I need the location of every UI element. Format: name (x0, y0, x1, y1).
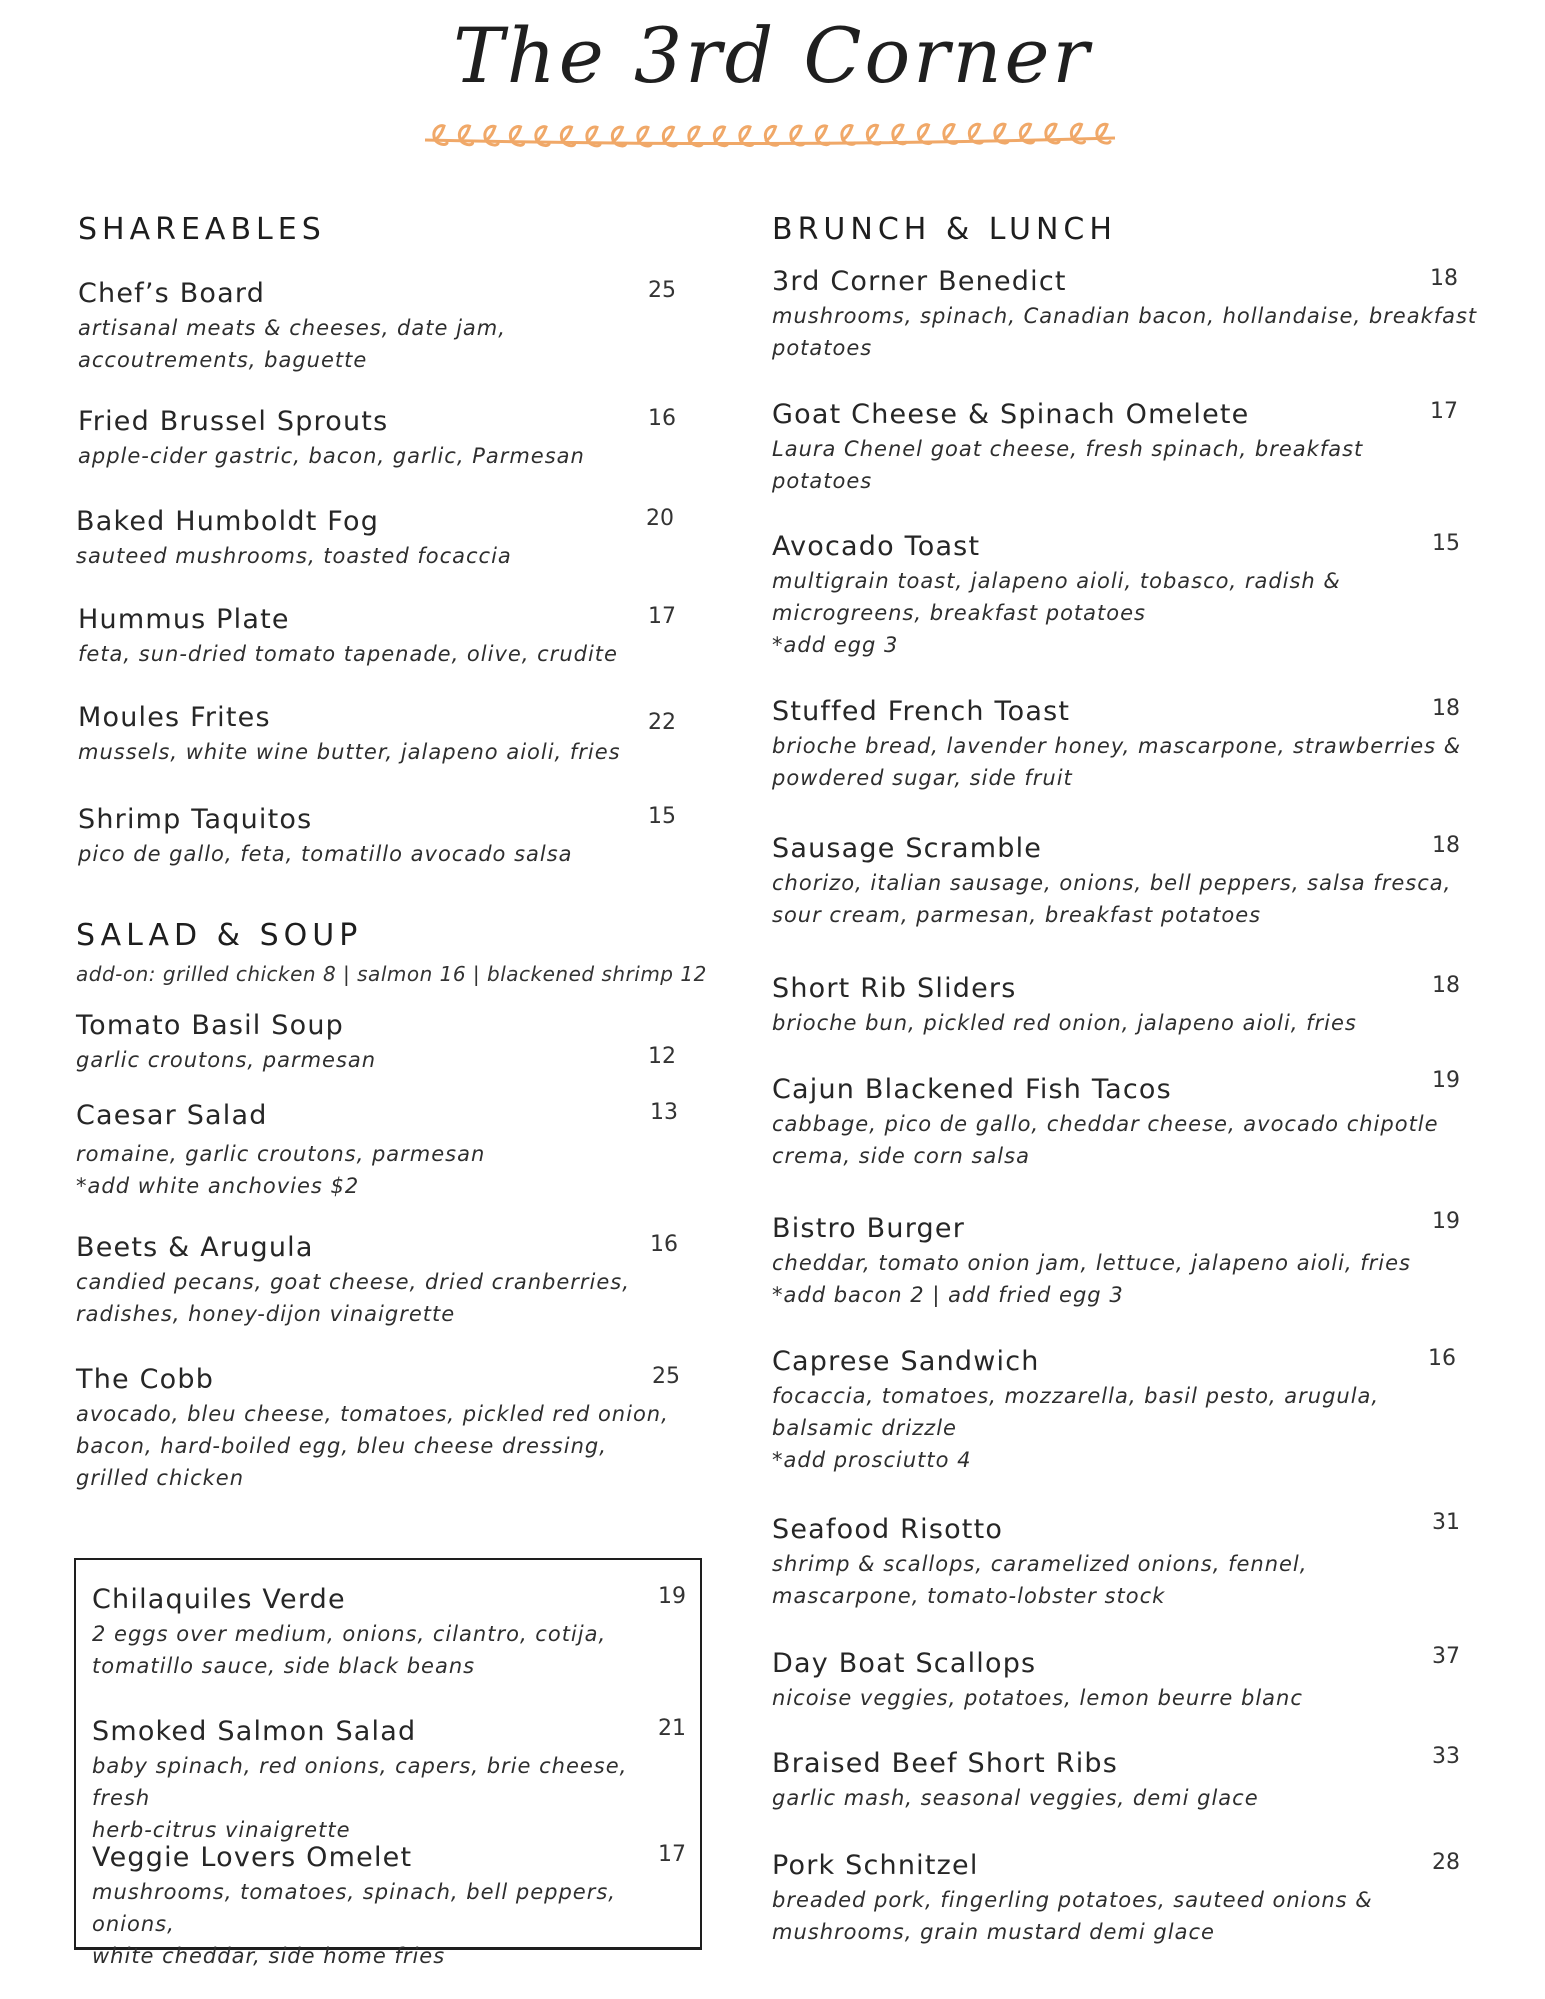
item-name: Caesar Salad (76, 1100, 268, 1131)
menu-item (772, 1512, 1478, 1612)
item-desc: bacon, hard-boiled egg, bleu cheese dressing, (76, 1434, 607, 1458)
item-desc: chorizo, italian sausage, onions, bell peppers, salsa fresca, (772, 871, 1452, 895)
menu-item (78, 404, 690, 472)
item-desc: potatoes (772, 336, 873, 360)
menu-item (772, 1646, 1478, 1714)
section-title-brunch-lunch: BRUNCH & LUNCH (772, 212, 1117, 247)
item-desc: brioche bun, pickled red onion, jalapeno aioli, fries (772, 1011, 1357, 1035)
item-price: 13 (650, 1100, 678, 1125)
menu-item (772, 694, 1478, 794)
item-desc: candied pecans, goat cheese, dried cranberries, (76, 1270, 630, 1294)
item-desc: sauteed mushrooms, toasted focaccia (76, 544, 512, 568)
menu-item (772, 1848, 1478, 1948)
item-desc: grilled chicken (76, 1466, 245, 1490)
menu-item (78, 602, 690, 670)
item-desc: mushrooms, grain mustard demi glace (772, 1920, 1215, 1944)
item-name: Beets & Arugula (76, 1232, 314, 1263)
item-desc: garlic mash, seasonal veggies, demi glace (772, 1786, 1259, 1810)
item-name: Tomato Basil Soup (76, 1010, 344, 1041)
menu-item (76, 1098, 690, 1202)
item-desc: nicoise veggies, potatoes, lemon beurre blanc (772, 1686, 1303, 1710)
item-desc: *add white anchovies $2 (76, 1174, 360, 1198)
item-name: Seafood Risotto (772, 1514, 1004, 1545)
item-desc: *add bacon 2 | add fried egg 3 (772, 1283, 1124, 1307)
item-desc: accoutrements, baguette (78, 348, 368, 372)
menu-item (772, 1211, 1478, 1311)
item-name: 3rd Corner Benedict (772, 266, 1067, 297)
item-name: The Cobb (76, 1364, 215, 1395)
item-desc: herb-citrus vinaigrette (92, 1818, 351, 1842)
item-desc: mushrooms, spinach, Canadian bacon, hollandaise, breakfast (772, 304, 1478, 328)
item-price: 12 (648, 1044, 676, 1069)
menu-item (76, 1362, 690, 1494)
specials-box (74, 1558, 702, 1968)
menu-item (772, 1068, 1478, 1172)
vine-ornament-icon (420, 118, 1120, 158)
item-desc: 2 eggs over medium, onions, cilantro, cotija, (92, 1622, 607, 1646)
item-price: 22 (648, 710, 676, 735)
menu-item (772, 971, 1478, 1039)
item-price: 33 (1432, 1744, 1460, 1769)
menu-item (76, 1008, 690, 1076)
item-desc: shrimp & scallops, caramelized onions, fennel, (772, 1552, 1308, 1576)
item-desc: *add egg 3 (772, 633, 899, 657)
item-name: Smoked Salmon Salad (92, 1716, 417, 1747)
addon-note: add-on: grilled chicken 8 | salmon 16 | blackened shrimp 12 (76, 962, 707, 986)
item-price: 19 (658, 1584, 686, 1609)
item-name: Veggie Lovers Omelet (92, 1842, 413, 1873)
menu-item (78, 700, 690, 768)
item-price: 18 (1432, 973, 1460, 998)
item-name: Goat Cheese & Spinach Omelete (772, 399, 1250, 430)
item-name: Cajun Blackened Fish Tacos (772, 1074, 1172, 1105)
item-desc: microgreens, breakfast potatoes (772, 601, 1146, 625)
vine-leaf-icon (1097, 124, 1110, 143)
item-price: 37 (1432, 1644, 1460, 1669)
item-desc: pico de gallo, feta, tomatillo avocado salsa (78, 842, 573, 866)
item-price: 21 (658, 1716, 686, 1741)
item-name: Chilaquiles Verde (92, 1584, 346, 1615)
item-name: Short Rib Sliders (772, 973, 1017, 1004)
item-name: Shrimp Taquitos (78, 804, 313, 835)
menu-item (92, 1840, 684, 1972)
item-desc: mascarpone, tomato-lobster stock (772, 1584, 1166, 1608)
item-desc: romaine, garlic croutons, parmesan (76, 1142, 486, 1166)
item-desc: artisanal meats & cheeses, date jam, (78, 316, 506, 340)
item-price: 18 (1430, 266, 1458, 291)
item-price: 19 (1432, 1209, 1460, 1234)
menu-item (92, 1714, 684, 1846)
item-desc: mushrooms, tomatoes, spinach, bell peppers, onions, (92, 1880, 616, 1936)
menu-item (772, 1746, 1478, 1814)
item-price: 28 (1432, 1850, 1460, 1875)
item-desc: balsamic drizzle (772, 1416, 957, 1440)
item-desc: baby spinach, red onions, capers, brie cheese, fresh (92, 1754, 628, 1810)
item-name: Braised Beef Short Ribs (772, 1748, 1119, 1779)
item-name: Day Boat Scallops (772, 1648, 1037, 1679)
menu-item (78, 802, 690, 870)
item-price: 31 (1432, 1510, 1460, 1535)
item-price: 25 (648, 278, 676, 303)
menu-item (772, 264, 1478, 364)
vine-leaf-icon (867, 125, 880, 144)
item-name: Baked Humboldt Fog (76, 506, 380, 537)
menu-header (0, 0, 1545, 170)
item-price: 18 (1432, 696, 1460, 721)
item-desc: garlic croutons, parmesan (76, 1048, 377, 1072)
item-price: 16 (648, 406, 676, 431)
item-desc: feta, sun-dried tomato tapenade, olive, crudite (78, 642, 618, 666)
item-desc: focaccia, tomatoes, mozzarella, basil pesto, arugula, (772, 1384, 1380, 1408)
item-desc: crema, side corn salsa (772, 1144, 1030, 1168)
item-desc: mussels, white wine butter, jalapeno aioli, fries (78, 740, 621, 764)
item-name: Chef’s Board (78, 278, 266, 309)
item-name: Avocado Toast (772, 531, 981, 562)
item-name: Moules Frites (78, 702, 271, 733)
item-desc: white cheddar, side home fries (92, 1944, 446, 1968)
menu-item (76, 504, 690, 572)
menu-item (772, 831, 1478, 931)
menu-item (772, 529, 1478, 661)
item-desc: potatoes (772, 469, 873, 493)
item-desc: sour cream, parmesan, breakfast potatoes (772, 903, 1262, 927)
item-desc: brioche bread, lavender honey, mascarpone, strawberries & (772, 734, 1462, 758)
section-title-salad-soup: SALAD & SOUP (76, 918, 363, 953)
item-desc: *add prosciutto 4 (772, 1448, 972, 1472)
item-desc: cheddar, tomato onion jam, lettuce, jalapeno aioli, fries (772, 1251, 1411, 1275)
item-price: 17 (658, 1842, 686, 1867)
item-price: 15 (1432, 531, 1460, 556)
item-desc: breaded pork, fingerling potatoes, sauteed onions & (772, 1888, 1373, 1912)
section-title-shareables: SHAREABLES (78, 212, 326, 247)
menu-item (92, 1582, 684, 1682)
item-desc: multigrain toast, jalapeno aioli, tobasco, radish & (772, 569, 1341, 593)
item-desc: cabbage, pico de gallo, cheddar cheese, avocado chipotle (772, 1112, 1439, 1136)
item-name: Hummus Plate (78, 604, 290, 635)
item-name: Caprese Sandwich (772, 1346, 1040, 1377)
item-price: 20 (646, 506, 674, 531)
item-price: 17 (1430, 399, 1458, 424)
menu-item (76, 1230, 690, 1330)
item-desc: powdered sugar, side fruit (772, 766, 1073, 790)
item-desc: avocado, bleu cheese, tomatoes, pickled red onion, (76, 1402, 669, 1426)
menu-item (772, 397, 1478, 497)
item-name: Bistro Burger (772, 1213, 965, 1244)
menu-item (78, 276, 690, 376)
item-price: 17 (648, 604, 676, 629)
item-desc: radishes, honey-dijon vinaigrette (76, 1302, 456, 1326)
item-name: Stuffed French Toast (772, 696, 1071, 727)
item-name: Pork Schnitzel (772, 1850, 979, 1881)
item-desc: tomatillo sauce, side black beans (92, 1654, 476, 1678)
item-price: 16 (1428, 1346, 1456, 1371)
item-price: 25 (652, 1364, 680, 1389)
item-desc: Laura Chenel goat cheese, fresh spinach, breakfast (772, 437, 1364, 461)
item-price: 18 (1432, 833, 1460, 858)
item-price: 19 (1432, 1068, 1460, 1093)
item-desc: apple-cider gastric, bacon, garlic, Parmesan (78, 444, 585, 468)
menu-item (772, 1344, 1478, 1476)
item-name: Sausage Scramble (772, 833, 1043, 864)
item-price: 15 (648, 804, 676, 829)
item-name: Fried Brussel Sprouts (78, 406, 389, 437)
item-price: 16 (650, 1232, 678, 1257)
restaurant-name: The 3rd Corner (453, 11, 1092, 100)
